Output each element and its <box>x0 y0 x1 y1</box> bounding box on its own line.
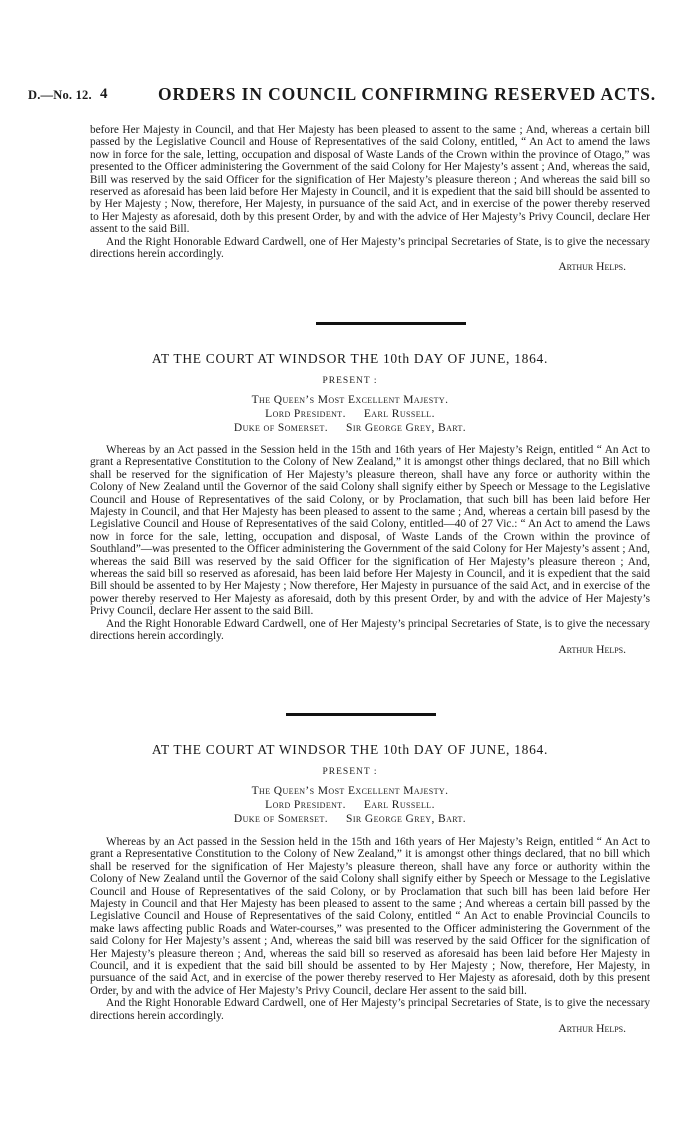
section-divider <box>286 713 436 716</box>
present-label: PRESENT : <box>322 376 378 386</box>
order-section <box>90 836 650 1035</box>
attendee-name: Earl Russell. <box>363 408 435 420</box>
page-header <box>28 84 660 108</box>
attendee-sovereign: The Queen’s Most Excellent Majesty. <box>251 394 449 406</box>
order-closing: And the Right Honorable Edward Cardwell, one of Her Majesty’s principal Secretaries of State, is to give the necessary directions herein accordingly. <box>90 617 650 643</box>
order-signature: Arthur Helps. <box>558 1023 626 1036</box>
order-closing: And the Right Honorable Edward Cardwell, one of Her Majesty’s principal Secretaries of State, is to give the necessary directions herein accordingly. <box>90 997 650 1022</box>
attendee-sovereign: The Queen’s Most Excellent Majesty. <box>251 785 449 797</box>
section-divider <box>316 322 466 325</box>
attendee-name: Sir George Grey, Bart. <box>346 813 467 825</box>
intro-closing: And the Right Honorable Edward Cardwell, one of Her Majesty’s principal Secretaries of State, is to give the necessary directions herein accordingly. <box>90 235 650 261</box>
attendee-name: Earl Russell. <box>363 799 435 811</box>
court-heading: AT THE COURT AT WINDSOR THE 10th DAY OF JUNE, 1864. <box>151 351 549 366</box>
order-paragraph: Whereas by an Act passed in the Session held in the 15th and 16th years of Her Majesty’s Reign, entitled “ An Act to grant a Representative Constitution to the Colony of New Zealand,” it is amongst other things declared, that no bill which shall be reserved for the signification of Her Majesty’s pleasure thereon, shall have any force or authority within the Colony of New Zealand until the Governor of the said Colony shall signify either by Speech or Message to the Legislative Council and House of Representatives of the said Colony, or by Proclamation that such bill has been laid before Her Majesty in Council and that Her Majesty has been pleased to assent to the same ; And whereas a certain bill passed by the Legislative Council and House of Representatives of the said Colony, entitled “ An Act to enable Provincial Councils to make laws affecting public Roads and Water-courses,” was presented to the Officer administering the Government of the said Colony for Her Majesty’s assent ; And, whereas the said bill was reserved by the said Officer for the signification of Her Majesty’s pleasure thereon ; And, whereas the said bill so reserved as aforesaid has been laid before Her Majesty in Council, and it is expedient that the said bill should be assented to by Her Majesty ; Now, therefore, Her Majesty, in pursuance of the said Act, and in exercise of the power thereby reserved to Her Majesty as aforesaid, doth by this present Order, by and with the advice of Her Majesty’s Privy Council, declare Her assent to the said bill. <box>90 836 650 997</box>
attendee-name: Sir George Grey, Bart. <box>346 422 467 434</box>
order-section <box>90 444 650 656</box>
order-paragraph: Whereas by an Act passed in the Session held in the 15th and 16th years of Her Majesty’s Reign, entitled “ An Act to grant a Representative Constitution to the Colony of New Zealand,” it is amongst other things declared, that no Bill which shall be reserved for the signification of Her Majesty’s pleasure thereon, shall have any force or authority within the Colony of New Zealand until the Governor of the said Colony shall signify either by Speech or Message to the Legislative Council and House of Representatives of the said Colony, or by Proclamation, that such bill has been laid before Her Majesty in Council, and that Her Majesty has been pleased to assent to the same ; And, whereas a certain bill pasesd by the Legislative Council and House of Representatives of the said Colony, entitled—40 of 27 Vic.: “ An Act to amend the Laws now in force for the sale, letting, occupation and disposal, of Waste Lands of the Crown within the province of Southland”—was presented to the Officer administering the Government of the said Colony for Her Majesty’s assent ; And, whereas the said Bill was reserved by the said Officer for the signification of Her Majesty’s pleasure thereon ; And, whereas the said bill so reserved as aforesaid, has been laid before Her Majesty in Council, and it is expedient that the said Bill should be assented to by Her Majesty ; Now therefore, Her Majesty in pursuance of the said Act, and in exercise of the power thereby reserved to Her Majesty as aforesaid, doth by this present Order, by and with the advice of Her Majesty’s Privy Council, declare Her assent to the said Bill. <box>90 444 650 618</box>
court-heading: AT THE COURT AT WINDSOR THE 10th DAY OF JUNE, 1864. <box>151 742 549 757</box>
intro-signature: Arthur Helps. <box>558 261 626 274</box>
attendee-name: Duke of Somerset. <box>233 813 329 825</box>
intro-paragraph: before Her Majesty in Council, and that Her Majesty has been pleased to assent to the same ; And, whereas a certain bill passed by the Legislative Council and House of Representatives of the said Colony, entitled, “ An Act to amend the laws now in force for the sale, letting, occupation and disposal of Waste Lands of the Crown within the province of Otago,” was presented to the Officer administering the Government of the said Colony for Her Majesty’s assent ; And, whereas the said, Bill was reserved by the said Officer for the signification of Her Majesty’s pleasure thereon ; And whereas the said bill so reserved as aforesaid has been laid before Her Majesty in Council, and it is expedient that the said bill should be assented to by Her Majesty ; Now, therefore, Her Majesty, in pursuance of the said Act, and in exercise of the power thereby reserved to Her Majesty as aforesaid, doth by this present Order, by and with the advice of Her Majesty’s Privy Council, declare Her assent to the said Bill. <box>90 124 650 236</box>
attendee-row <box>0 422 700 434</box>
attendee-row <box>0 813 700 825</box>
running-title: ORDERS IN COUNCIL CONFIRMING RESERVED ACTS. <box>158 84 657 104</box>
attendee-name: Lord President. <box>265 408 346 420</box>
attendee-name: Lord President. <box>265 799 346 811</box>
order-signature: Arthur Helps. <box>558 643 626 656</box>
attendee-name: Duke of Somerset. <box>233 422 329 434</box>
attendee-row <box>0 799 700 811</box>
intro-section <box>90 124 650 273</box>
attendee-row <box>0 408 700 420</box>
page-number: 4 <box>100 86 108 102</box>
present-label: PRESENT : <box>322 767 378 777</box>
document-reference: D.—No. 12. <box>28 88 92 102</box>
